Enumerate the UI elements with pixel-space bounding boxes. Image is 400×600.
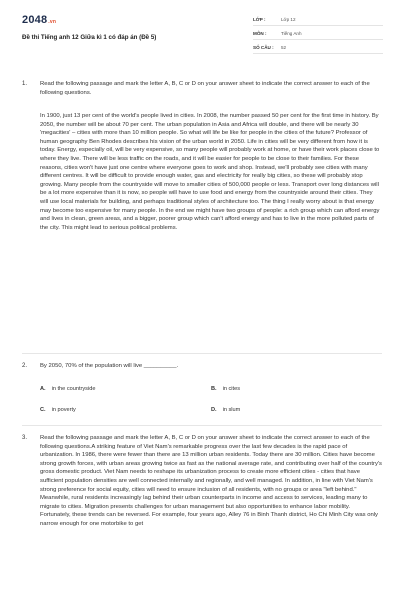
meta-value: 52 (281, 45, 287, 50)
logo-text: 2048 (22, 14, 48, 26)
question-instruction: Read the following passage and mark the letter A, B, C or D on your answer sheet to indicate the correct answer to each of the following questions. (40, 81, 370, 96)
meta-value: Lớp 12 (281, 17, 296, 22)
meta-row-class (253, 14, 383, 26)
option-letter: A. (40, 386, 46, 392)
exam-meta (253, 14, 383, 56)
meta-key: LỚP : (253, 17, 266, 22)
reading-passage: In 1900, just 13 per cent of the world's people lived in cities. In 2008, the number passed 50 per cent for the first time in history. By 2050, the number will be about 70 per cent. The urban population in Asia and Africa will double, and there will be nearly 30 'megacities' – cities with more than 10 million people. So what will life be like for people in the cities of the future? Professor of human geography Ben Rhodes describes his vision of the urban world in 2050. Life in cities will be very different from how it is today. Energy, especially oil, will be very expensive, so many people will probably work at home, or have their work places close to where they live. There will be less traffic on the roads, and it will be easier for people to be close to their families. For these reasons, cities won't have just one centre where everyone goes to work and shop. Instead, we'll probably see cities with many different centres. It will be difficult to provide enough water, gas and electricity for really big cities, so these will probably stop growing. Many people from the countryside will move to smaller cities of 500,000 people or less. Transport over long distances will be a lot more expensive than it is now, so people will have to use food and energy from the countryside around their cities. They will use local materials for building, and perhaps traditional styles of architecture too. The thing I really worry about is that energy may become too expensive for many people. In the end we might have two groups of people: a rich group which can afford energy and lives in clean, green areas, and a bigger, poorer group which can't afford energy and has to live in the more polluted parts of the city. This might lead to serious political problems. (40, 113, 380, 231)
question-number: 3. (22, 435, 28, 441)
page-header (0, 0, 400, 62)
option-letter: C. (40, 407, 46, 413)
answer-option-d[interactable] (211, 407, 240, 413)
meta-key: SỐ CÂU : (253, 45, 274, 50)
meta-key: MÔN : (253, 31, 267, 36)
option-text: in slum (222, 407, 241, 413)
reading-passage: Read the following passage and mark the letter A, B, C or D on your answer sheet to indicate the correct answer to each of the following questions.A striking feature of Viet Nam's remarkable progress over the last few decades is the rapid pace of urbanization. In 1986, there were fewer than there are 13 million urban residents. Today there are 30 million. Cities have become strong growth forces, with urban areas growing twice as fast as the national average rate, and contributing over half of the country's gross domestic product. Viet Nam needs to reshape its urbanization process to create more efficient cities - cities that have sufficient population densities are well connected internally and regionally, and well managed. In addition, in line with Viet Nam's strong preference for social equity, cities will need to ensure inclusion of all residents, with no groups or area "left behind." Meanwhile, rural residents increasingly lag behind their urban counterparts in income and access to services, leading many to migrate to cities. Migration presents challenges for urban management but also opportunities to enhance labor mobility. Fortunately, these trends can be reversed. For example, four years ago, Alley 76 in Binh Thanh district, Ho Chi Minh City was only narrow enough for one motorbike to get (40, 435, 382, 527)
exam-title: Đề thi Tiếng anh 12 Giữa kì 1 có đáp án (Đề 5) (22, 34, 157, 41)
meta-row-subject (253, 28, 383, 40)
meta-value: Tiếng Anh (281, 31, 302, 36)
question-number: 1. (22, 81, 28, 87)
question-number: 2. (22, 363, 28, 369)
option-letter: B. (211, 386, 217, 392)
answer-option-a[interactable] (40, 386, 95, 392)
option-text: in poverty (51, 407, 76, 413)
question-divider (22, 353, 382, 354)
answer-option-c[interactable] (40, 407, 76, 413)
meta-row-count (253, 42, 383, 54)
option-text: in cites (222, 386, 241, 392)
site-logo[interactable] (22, 14, 56, 26)
answer-option-b[interactable] (211, 386, 240, 392)
question-stem: By 2050, 70% of the population will live __________. (40, 363, 179, 369)
option-text: in the countryside (51, 386, 96, 392)
question-divider (22, 425, 382, 426)
logo-suffix: .vn (48, 19, 57, 25)
option-letter: D. (211, 407, 217, 413)
